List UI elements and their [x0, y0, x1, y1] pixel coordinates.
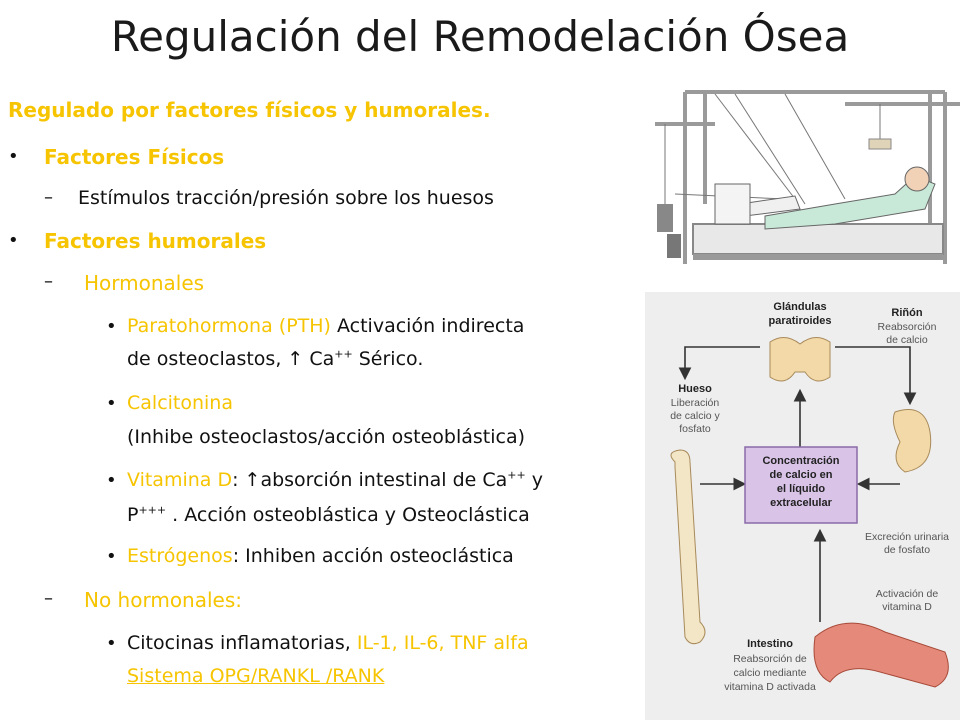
vitd-desc2: . Acción osteoblástica y Osteoclástica [166, 504, 530, 526]
bullet-dot: • [8, 230, 19, 251]
vitd-line1 [127, 469, 543, 491]
estrogenos-line [127, 545, 514, 567]
estrogenos-desc: : Inhiben acción osteoclástica [232, 545, 514, 567]
vitd-sup1: ++ [507, 468, 526, 482]
pth-name: Paratohormona (PTH) [127, 315, 331, 337]
pth-sup: ++ [334, 347, 353, 361]
pth-desc1: Activación indirecta [330, 315, 525, 337]
dash: – [44, 271, 53, 292]
conc-line3: el líquido [776, 483, 826, 495]
excrecion-line2: de fosfato [883, 544, 931, 556]
bullet-dot: • [8, 146, 19, 167]
vitd-desc1: : ↑absorción intestinal de Ca [232, 469, 508, 491]
intestino-desc1: Reabsorción de [733, 653, 807, 665]
estimulos-text: Estímulos tracción/presión sobre los huesos [78, 187, 494, 209]
no-hormonales-label: No hormonales: [84, 588, 243, 612]
rinon-label: Riñón [891, 307, 923, 319]
activacion-line2: vitamina D [882, 601, 932, 613]
bullet-dot: • [106, 633, 117, 654]
conc-line4: extracelular [770, 497, 832, 509]
intro-text: Regulado por factores físicos y humorales. [8, 98, 491, 122]
excrecion-line1: Excreción urinaria [864, 531, 950, 543]
hueso-desc2: de calcio y [670, 410, 720, 422]
citocinas-line [127, 632, 529, 654]
hueso-desc3: fosfato [679, 423, 711, 435]
paratiroides-label: paratiroides [768, 315, 832, 327]
traction-bed-illustration [645, 84, 960, 274]
bullet-dot: • [106, 470, 117, 491]
intestino-label: Intestino [747, 638, 793, 650]
pth-line1 [127, 315, 524, 337]
bullet-dot: • [106, 393, 117, 414]
rinon-desc1: Reabsorción [877, 321, 937, 333]
page-title: Regulación del Remodelación Ósea [110, 12, 850, 61]
dash: – [44, 187, 53, 208]
conc-line1: Concentración [762, 455, 840, 467]
calcium-regulation-diagram [645, 292, 960, 720]
vitd-sup2: +++ [138, 503, 167, 517]
pth-line2 [127, 348, 423, 370]
sistema-opg-link[interactable]: Sistema OPG/RANKL /RANK [127, 665, 385, 687]
factores-humorales: Factores humorales [44, 229, 267, 253]
estrogenos-name: Estrógenos [127, 545, 233, 567]
vitd-p: P [127, 504, 139, 526]
glandulas-label: Glándulas [773, 301, 827, 313]
citocinas-list: IL-1, IL-6, TNF alfa [356, 632, 529, 654]
calcitonina-desc: (Inhibe osteoclastos/acción osteoblástica) [127, 426, 526, 448]
dash: – [44, 588, 53, 609]
pth-desc2: de osteoclastos, ↑ Ca [127, 348, 335, 370]
vitd-name: Vitamina D [127, 469, 233, 491]
intestino-desc2: calcio mediante [733, 667, 807, 679]
vitd-y: y [525, 469, 544, 491]
conc-line2: de calcio en [769, 469, 833, 481]
calcitonina-name: Calcitonina [127, 392, 233, 414]
vitd-line2 [127, 504, 530, 526]
activacion-line1: Activación de [875, 588, 939, 600]
bullet-dot: • [106, 316, 117, 337]
bullet-dot: • [106, 546, 117, 567]
citocinas-label: Citocinas inflamatorias, [127, 632, 357, 654]
hormonales-label: Hormonales [84, 271, 205, 295]
intestino-desc3: vitamina D activada [724, 681, 816, 693]
factores-fisicos: Factores Físicos [44, 145, 225, 169]
hueso-desc1: Liberación [670, 397, 720, 409]
pth-desc3: Sérico. [352, 348, 424, 370]
hueso-label: Hueso [678, 383, 712, 395]
rinon-desc2: de calcio [886, 334, 928, 346]
